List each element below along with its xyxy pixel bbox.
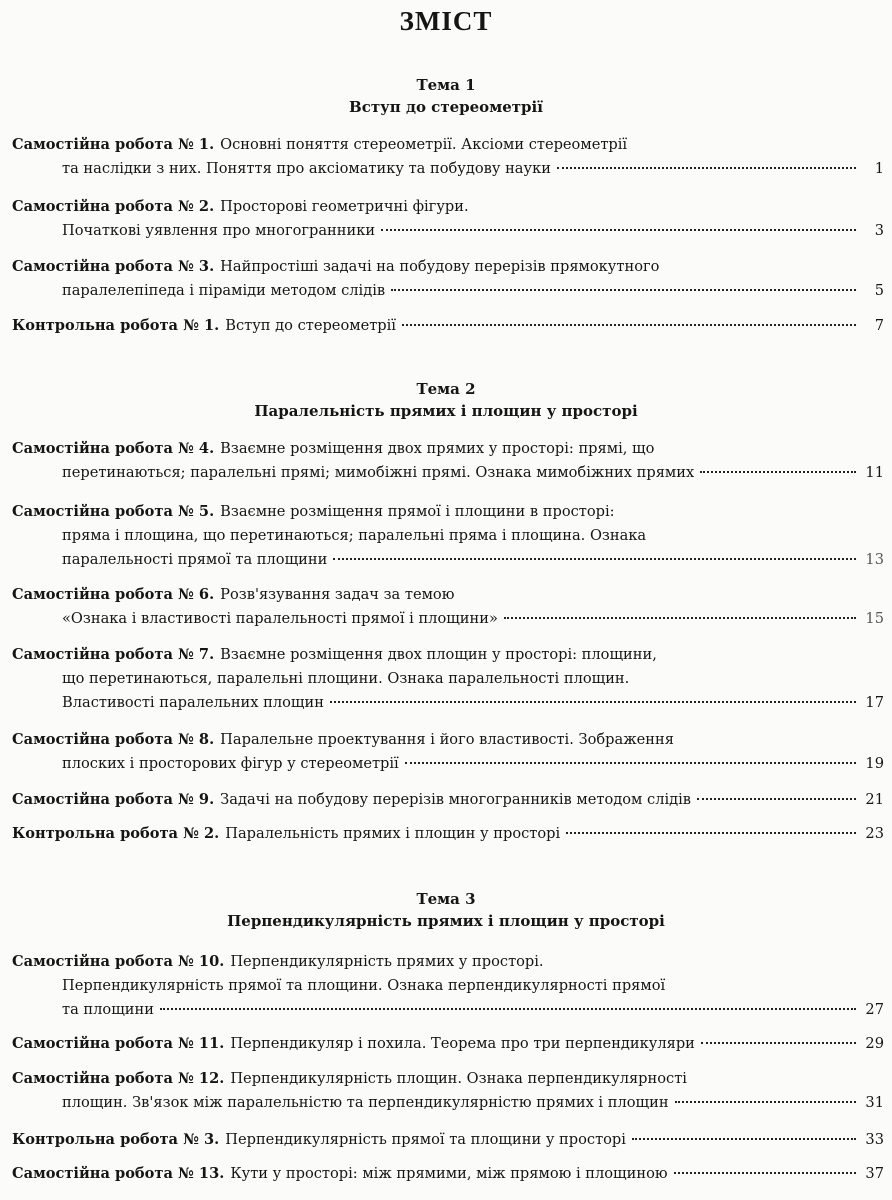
entry-text: плоских і просторових фігур у стереометрії — [62, 755, 399, 772]
page-number: 21 — [865, 791, 884, 808]
entry-text: та наслідки з них. Поняття про аксіоматику та побудову науки — [62, 160, 551, 177]
leader-dots — [697, 798, 856, 800]
toc-entry[interactable] — [12, 643, 884, 715]
theme-name: Перпендикулярність прямих і площин у просторі — [227, 912, 665, 930]
leader-dots — [160, 1008, 856, 1010]
entry-label: Самостійна робота № 8. — [12, 731, 215, 748]
toc-entry[interactable] — [12, 950, 884, 1022]
entry-text: Просторові геометричні фігури. — [220, 198, 469, 215]
page-number: 31 — [865, 1094, 884, 1111]
page-number: 19 — [865, 755, 884, 772]
toc-entry[interactable] — [12, 1032, 884, 1056]
entry-label: Контрольна робота № 1. — [12, 317, 220, 334]
leader-dots — [405, 762, 856, 764]
theme-name: Вступ до стереометрії — [349, 98, 543, 116]
entry-text: Перпендикулярність прямих у просторі. — [230, 953, 544, 970]
entry-text: Вступ до стереометрії — [225, 317, 396, 334]
entry-label: Самостійна робота № 5. — [12, 503, 215, 520]
page-number: 29 — [865, 1035, 884, 1052]
entry-label: Самостійна робота № 7. — [12, 646, 215, 663]
theme-number: Тема 2 — [416, 380, 476, 398]
leader-dots — [381, 229, 856, 231]
page-number: 33 — [865, 1131, 884, 1148]
entry-text: Розв'язування задач за темою — [220, 586, 455, 603]
entry-label: Самостійна робота № 1. — [12, 136, 215, 153]
toc-entry[interactable] — [12, 314, 884, 338]
entry-label: Контрольна робота № 2. — [12, 825, 220, 842]
entry-text: Паралельність прямих і площин у просторі — [225, 825, 561, 842]
entry-label: Самостійна робота № 3. — [12, 258, 215, 275]
toc-entry[interactable] — [12, 822, 884, 846]
entry-text: Перпендикуляр і похила. Теорема про три перпендикуляри — [230, 1035, 695, 1052]
page-number: 37 — [865, 1165, 884, 1182]
entry-text: Взаємне розміщення прямої і площини в просторі: — [220, 503, 615, 520]
entry-text: Основні поняття стереометрії. Аксіоми стереометрії — [220, 136, 628, 153]
theme-name: Паралельність прямих і площин у просторі — [254, 402, 638, 420]
toc-entry[interactable] — [12, 195, 884, 243]
page-number: 13 — [865, 551, 884, 568]
leader-dots — [557, 167, 856, 169]
theme-number: Тема 1 — [416, 76, 476, 94]
theme-number: Тема 3 — [416, 890, 476, 908]
toc-entry[interactable] — [12, 1162, 884, 1186]
entry-label: Самостійна робота № 2. — [12, 198, 215, 215]
entry-text: Паралельне проектування і його властивості. Зображення — [220, 731, 674, 748]
toc-entry[interactable] — [12, 437, 884, 485]
toc-entry[interactable] — [12, 728, 884, 776]
leader-dots — [333, 558, 856, 560]
entry-label: Самостійна робота № 10. — [12, 953, 225, 970]
entry-text: що перетинаються, паралельні площини. Ознака паралельності площин. — [62, 670, 630, 687]
page-number: 11 — [865, 464, 884, 481]
entry-text: Початкові уявлення про многогранники — [62, 222, 376, 239]
page-number: 27 — [865, 1001, 884, 1018]
entry-text: Перпендикулярність прямої та площини. Ознака перпендикулярності прямої — [62, 977, 666, 994]
entry-label: Самостійна робота № 11. — [12, 1035, 225, 1052]
entry-text: площин. Зв'язок між паралельністю та перпендикулярністю прямих і площин — [62, 1094, 669, 1111]
toc-entry[interactable] — [12, 133, 884, 181]
entry-text: Властивості паралельних площин — [62, 694, 324, 711]
entry-label: Контрольна робота № 3. — [12, 1131, 220, 1148]
entry-text: Кути у просторі: між прямими, між прямою і площиною — [230, 1165, 668, 1182]
theme-2-heading — [0, 378, 892, 422]
leader-dots — [566, 832, 856, 834]
page-number: 1 — [874, 160, 884, 177]
toc-entry[interactable] — [12, 1067, 884, 1115]
entry-text: та площини — [62, 1001, 154, 1018]
entry-text: Взаємне розміщення двох прямих у просторі: прямі, що — [220, 440, 655, 457]
entry-text: перетинаються; паралельні прямі; мимобіжні прямі. Ознака мимобіжних прямих — [62, 464, 695, 481]
toc-entry[interactable] — [12, 500, 884, 572]
entry-text: пряма і площина, що перетинаються; паралельні пряма і площина. Ознака — [62, 527, 647, 544]
entry-label: Самостійна робота № 13. — [12, 1165, 225, 1182]
entry-text: Задачі на побудову перерізів многогранників методом слідів — [220, 791, 692, 808]
leader-dots — [700, 471, 856, 473]
leader-dots — [632, 1138, 856, 1140]
entry-text: паралелепіпеда і піраміди методом слідів — [62, 282, 386, 299]
entry-label: Самостійна робота № 6. — [12, 586, 215, 603]
toc-entry[interactable] — [12, 788, 884, 812]
entry-text: Перпендикулярність прямої та площини у просторі — [225, 1131, 626, 1148]
theme-3-heading — [0, 888, 892, 932]
entry-text: Взаємне розміщення двох площин у просторі: площини, — [220, 646, 657, 663]
page-number: 7 — [874, 317, 884, 334]
entry-label: Самостійна робота № 12. — [12, 1070, 225, 1087]
page-number: 23 — [865, 825, 884, 842]
page-number: 5 — [874, 282, 884, 299]
entry-text: Перпендикулярність площин. Ознака перпендикулярності — [230, 1070, 687, 1087]
page-title: ЗМІСТ — [399, 6, 493, 36]
entry-label: Самостійна робота № 9. — [12, 791, 215, 808]
entry-text: «Ознака і властивості паралельності прямої і площини» — [62, 610, 498, 627]
leader-dots — [391, 289, 856, 291]
leader-dots — [504, 617, 856, 619]
toc-entry[interactable] — [12, 583, 884, 631]
leader-dots — [701, 1042, 856, 1044]
page-number: 17 — [865, 694, 884, 711]
toc-entry[interactable] — [12, 255, 884, 303]
entry-text: Найпростіші задачі на побудову перерізів прямокутного — [220, 258, 660, 275]
page-number: 3 — [874, 222, 884, 239]
entry-text: паралельності прямої та площини — [62, 551, 328, 568]
toc-entry[interactable] — [12, 1128, 884, 1152]
leader-dots — [675, 1101, 856, 1103]
leader-dots — [674, 1172, 856, 1174]
page-number: 15 — [865, 610, 884, 627]
leader-dots — [402, 324, 856, 326]
entry-label: Самостійна робота № 4. — [12, 440, 215, 457]
theme-1-heading — [0, 74, 892, 118]
leader-dots — [330, 701, 856, 703]
